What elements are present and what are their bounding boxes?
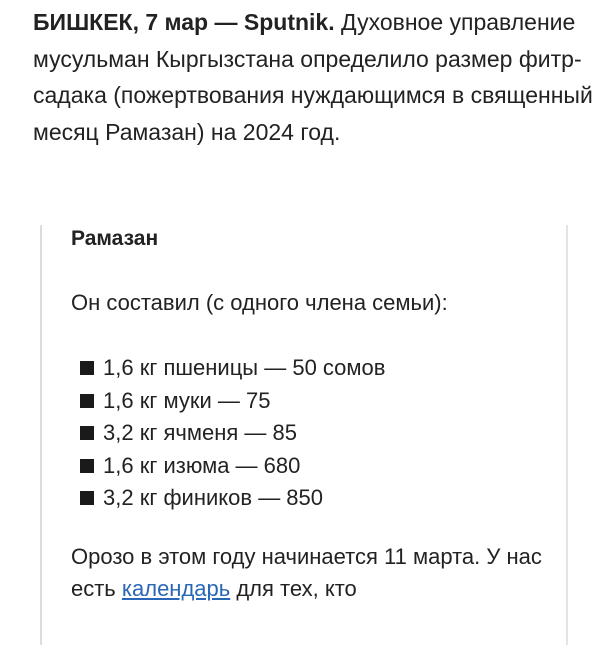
square-bullet-icon [80, 459, 94, 473]
info-box [40, 225, 568, 645]
list-item-text: 3,2 кг фиников — 850 [103, 485, 324, 511]
list-item [80, 352, 385, 385]
list-item-text: 3,2 кг ячменя — 85 [103, 420, 297, 446]
square-bullet-icon [80, 426, 94, 440]
dateline: БИШКЕК, 7 мар — Sputnik. [33, 9, 335, 35]
list-item-text: 1,6 кг муки — 75 [103, 387, 271, 413]
info-box-footer [71, 541, 561, 604]
lead-text: Духовное управление мусульман Кыргызстана определило размер фитр-садака (пожертвования нуждающимся в священный месяц Рамазан) на 2024 год. [33, 9, 593, 145]
lead-paragraph [33, 4, 593, 150]
square-bullet-icon [80, 394, 94, 408]
calendar-link[interactable]: календарь [121, 575, 231, 601]
footer-text-before: Орозо в этом году начинается 11 марта. У нас есть [71, 544, 542, 601]
list-item [80, 450, 385, 483]
price-list [80, 352, 385, 515]
list-item-text: 1,6 кг пшеницы — 50 сомов [103, 355, 386, 381]
list-item [80, 385, 385, 418]
list-item-text: 1,6 кг изюма — 680 [103, 452, 301, 478]
square-bullet-icon [80, 361, 94, 375]
info-box-intro: Он составил (с одного члена семьи): [71, 290, 448, 315]
square-bullet-icon [80, 491, 94, 505]
list-item [80, 417, 385, 450]
info-box-title: Рамазан [71, 227, 159, 250]
list-item [80, 482, 385, 515]
footer-text-after: для тех, кто [230, 575, 357, 601]
